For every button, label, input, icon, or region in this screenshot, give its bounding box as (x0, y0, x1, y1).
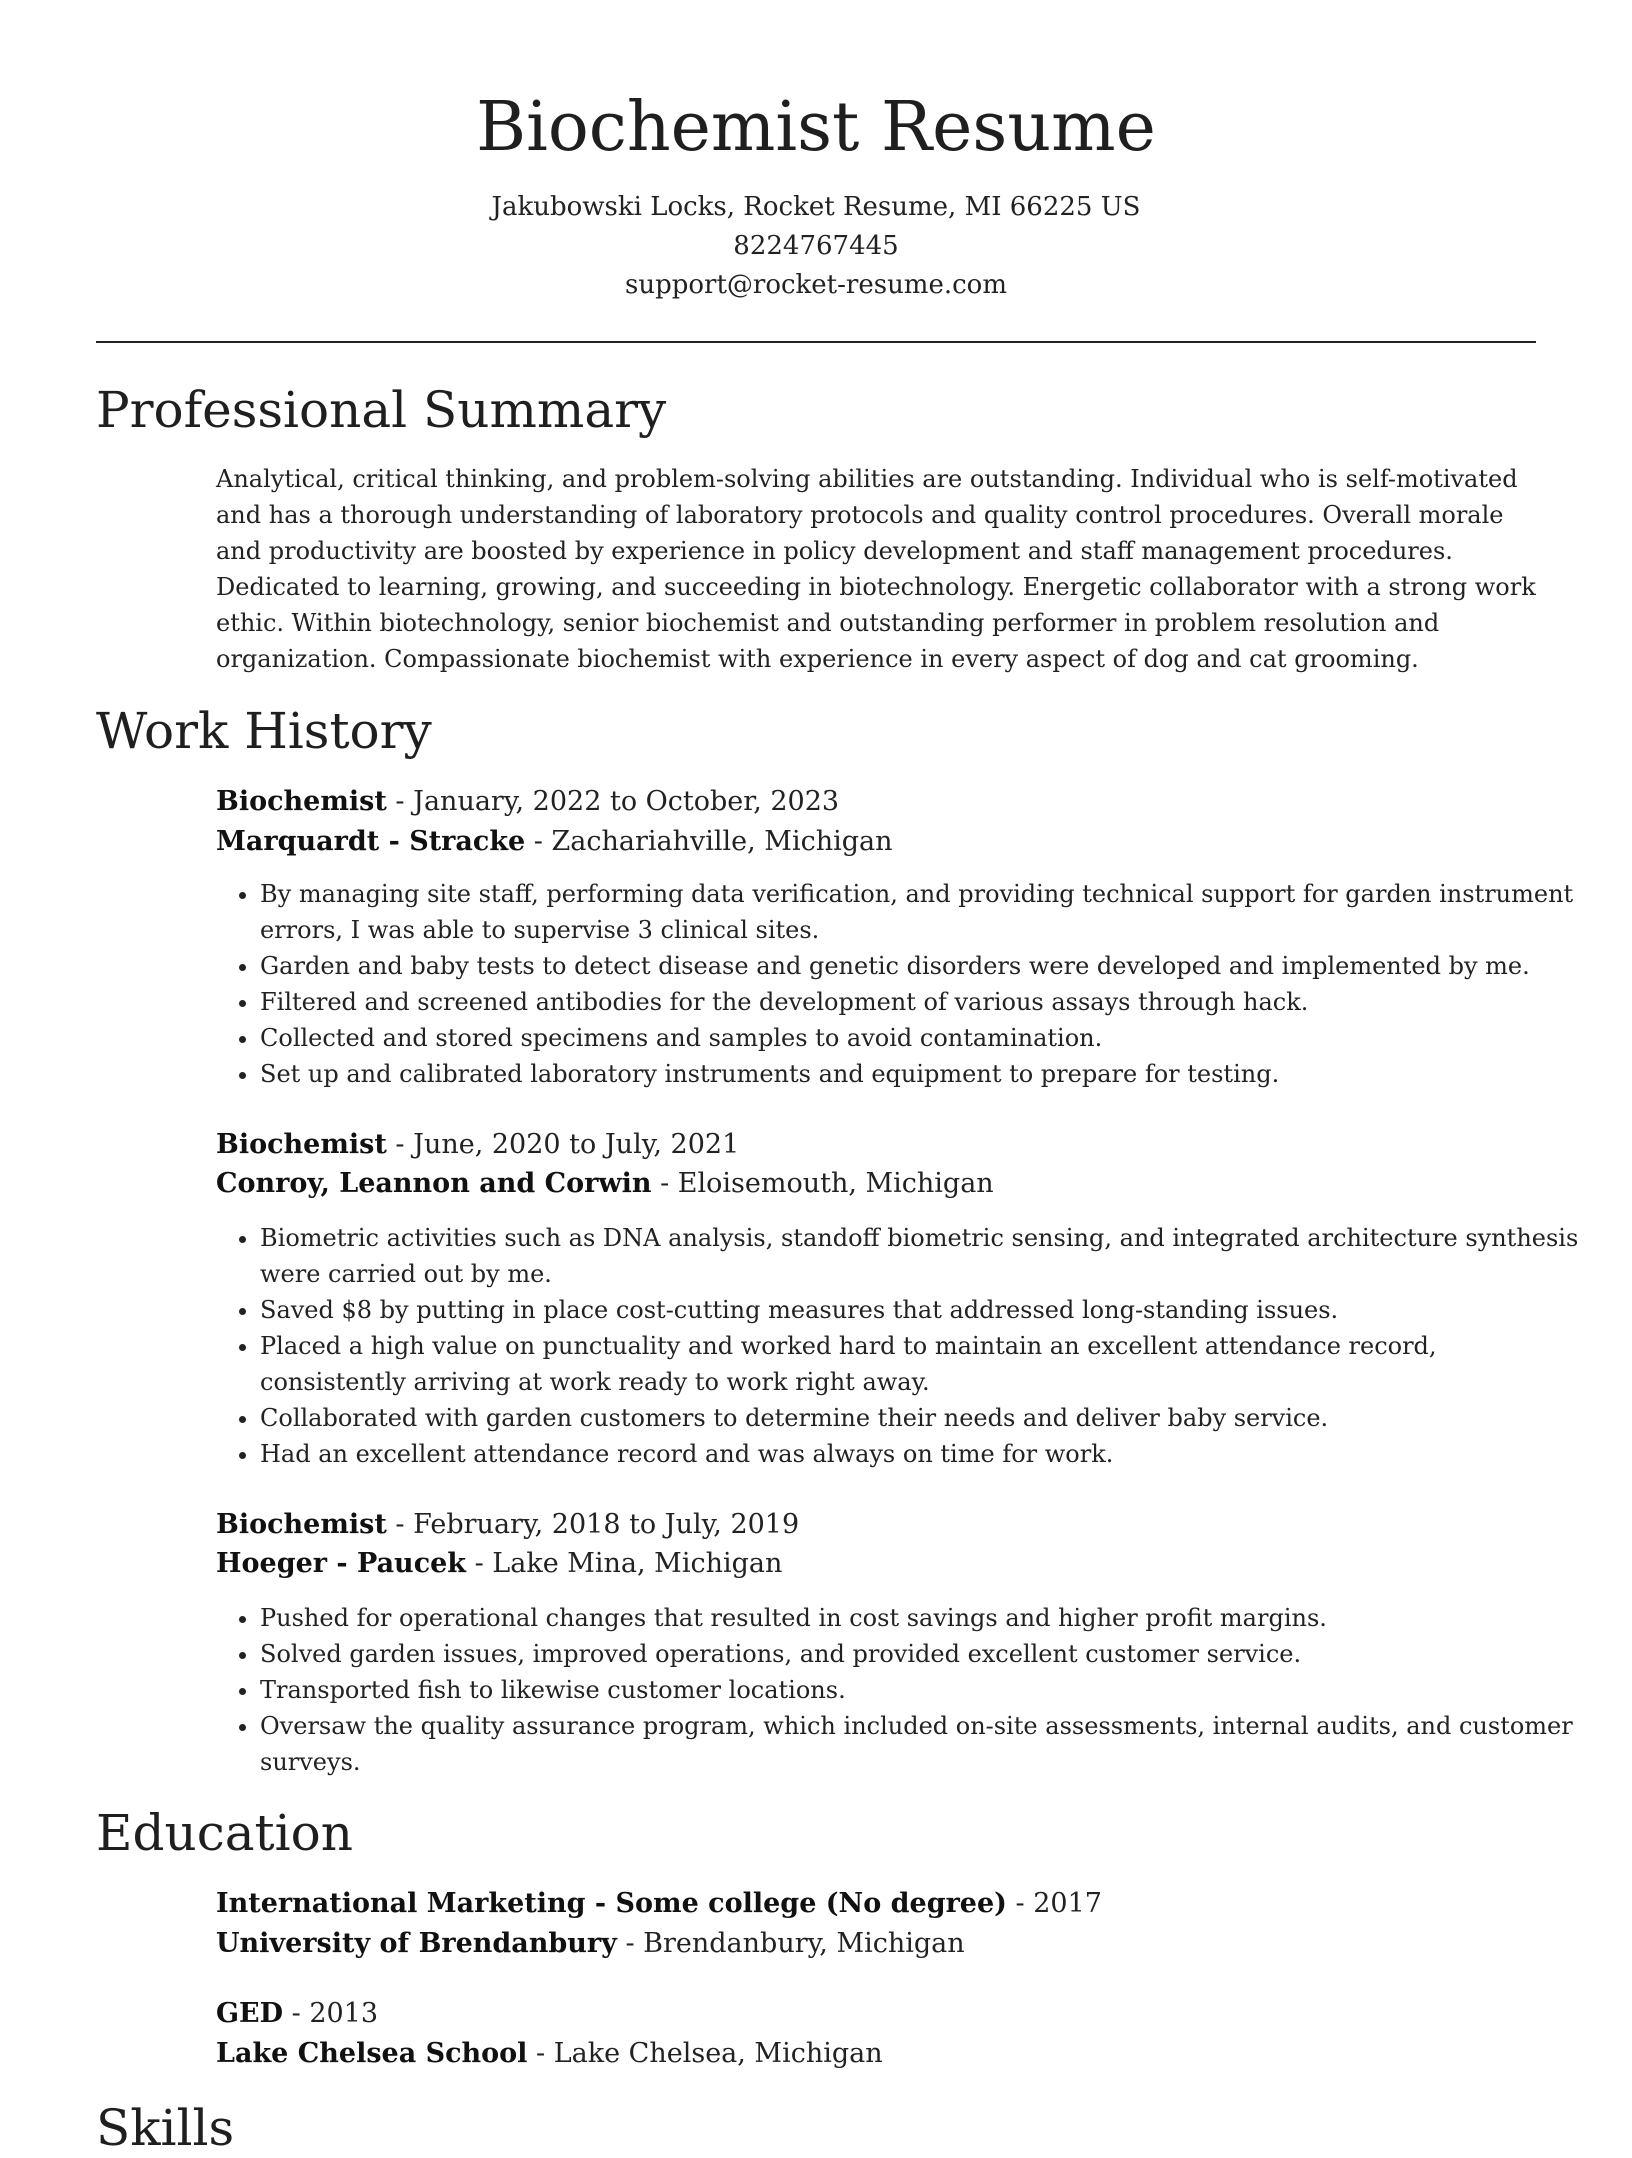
header-divider (96, 341, 1536, 343)
education-degree-line (216, 1995, 378, 2033)
job-dates: - June, 2020 to July, 2021 (386, 1129, 740, 1160)
education-school-line (216, 2035, 883, 2073)
list-item: • Saved $8 by putting in place cost-cutting measures that addressed long-standing issues. (260, 1292, 1580, 1328)
education-degree: International Marketing - Some college (No degree) (216, 1888, 1007, 1919)
list-item: • Transported fish to likewise customer locations. (260, 1672, 1580, 1708)
list-item: • Filtered and screened antibodies for the development of various assays through hack. (260, 984, 1580, 1020)
job-title-line (216, 1126, 739, 1164)
education-school: University of Brendanbury (216, 1928, 617, 1959)
education-degree: GED (216, 1998, 284, 2029)
list-item: • Placed a high value on punctuality and worked hard to maintain an excellent attendance record, consistently arriving at work ready to work right away. (260, 1328, 1580, 1400)
job-bullets (216, 1220, 1580, 1472)
job-title: Biochemist (216, 1509, 387, 1540)
work-history-heading: Work History (96, 702, 432, 760)
job-location: - Lake Mina, Michigan (466, 1548, 783, 1579)
education-location: - Brendanbury, Michigan (616, 1928, 965, 1959)
resume-header (96, 86, 1536, 305)
list-item: • Biometric activities such as DNA analysis, standoff biometric sensing, and integrated architecture synthesis were carried out by me. (260, 1220, 1580, 1292)
job-location: - Zachariahville, Michigan (525, 826, 893, 857)
job-dates: - February, 2018 to July, 2019 (386, 1509, 800, 1540)
contact-address: Jakubowski Locks, Rocket Resume, MI 66225 US (491, 192, 1141, 222)
list-item: • Garden and baby tests to detect disease and genetic disorders were developed and implemented by me. (260, 948, 1580, 984)
job-company-line (216, 823, 893, 861)
list-item: • Pushed for operational changes that resulted in cost savings and higher profit margins. (260, 1600, 1580, 1636)
job-company: Hoeger - Paucek (216, 1548, 467, 1579)
job-title-line (216, 1506, 799, 1544)
education-year: - 2013 (283, 1998, 379, 2029)
summary-text: Analytical, critical thinking, and problem-solving abilities are outstanding. Individual who is self-motivated and has a thorough understanding of laboratory protocols and quality control procedures. Overall morale and productivity are boosted by experience in policy development and staff management procedures. Dedicated to learning, growing, and succeeding in biotechnology. Energetic collaborator with a strong work ethic. Within biotechnology, senior biochemist and outstanding performer in problem resolution and organization. Compassionate biochemist with experience in every aspect of dog and cat grooming. (216, 465, 1536, 673)
education-degree-line (216, 1885, 1102, 1923)
contact-phone: 8224767445 (733, 231, 899, 261)
job-title: Biochemist (216, 1129, 387, 1160)
job-dates: - January, 2022 to October, 2023 (386, 786, 840, 817)
contact-block (96, 188, 1536, 305)
list-item: • Oversaw the quality assurance program, which included on-site assessments, internal audits, and customer surveys. (260, 1708, 1580, 1780)
job-company: Conroy, Leannon and Corwin (216, 1168, 652, 1199)
list-item: • Collected and stored specimens and samples to avoid contamination. (260, 1020, 1580, 1056)
education-year: - 2017 (1006, 1888, 1102, 1919)
education-school: Lake Chelsea School (216, 2038, 528, 2069)
list-item: • By managing site staff, performing data verification, and providing technical support for garden instrument errors, I was able to supervise 3 clinical sites. (260, 876, 1580, 948)
education-school-line (216, 1925, 965, 1963)
job-title: Biochemist (216, 786, 387, 817)
list-item: • Set up and calibrated laboratory instruments and equipment to prepare for testing. (260, 1056, 1580, 1092)
job-location: - Eloisemouth, Michigan (651, 1168, 994, 1199)
education-heading: Education (96, 1804, 353, 1862)
list-item: • Collaborated with garden customers to determine their needs and deliver baby service. (260, 1400, 1580, 1436)
job-bullets (216, 1600, 1580, 1780)
resume-title: Biochemist Resume (476, 88, 1156, 167)
list-item: • Solved garden issues, improved operations, and provided excellent customer service. (260, 1636, 1580, 1672)
job-title-line (216, 783, 839, 821)
job-company: Marquardt - Stracke (216, 826, 526, 857)
job-bullets (216, 876, 1580, 1092)
job-company-line (216, 1165, 994, 1203)
education-location: - Lake Chelsea, Michigan (527, 2038, 883, 2069)
list-item: • Had an excellent attendance record and was always on time for work. (260, 1436, 1580, 1472)
summary-heading: Professional Summary (96, 381, 667, 439)
job-company-line (216, 1545, 782, 1583)
contact-email[interactable]: support@rocket-resume.com (624, 270, 1007, 300)
skills-heading: Skills (96, 2099, 235, 2157)
